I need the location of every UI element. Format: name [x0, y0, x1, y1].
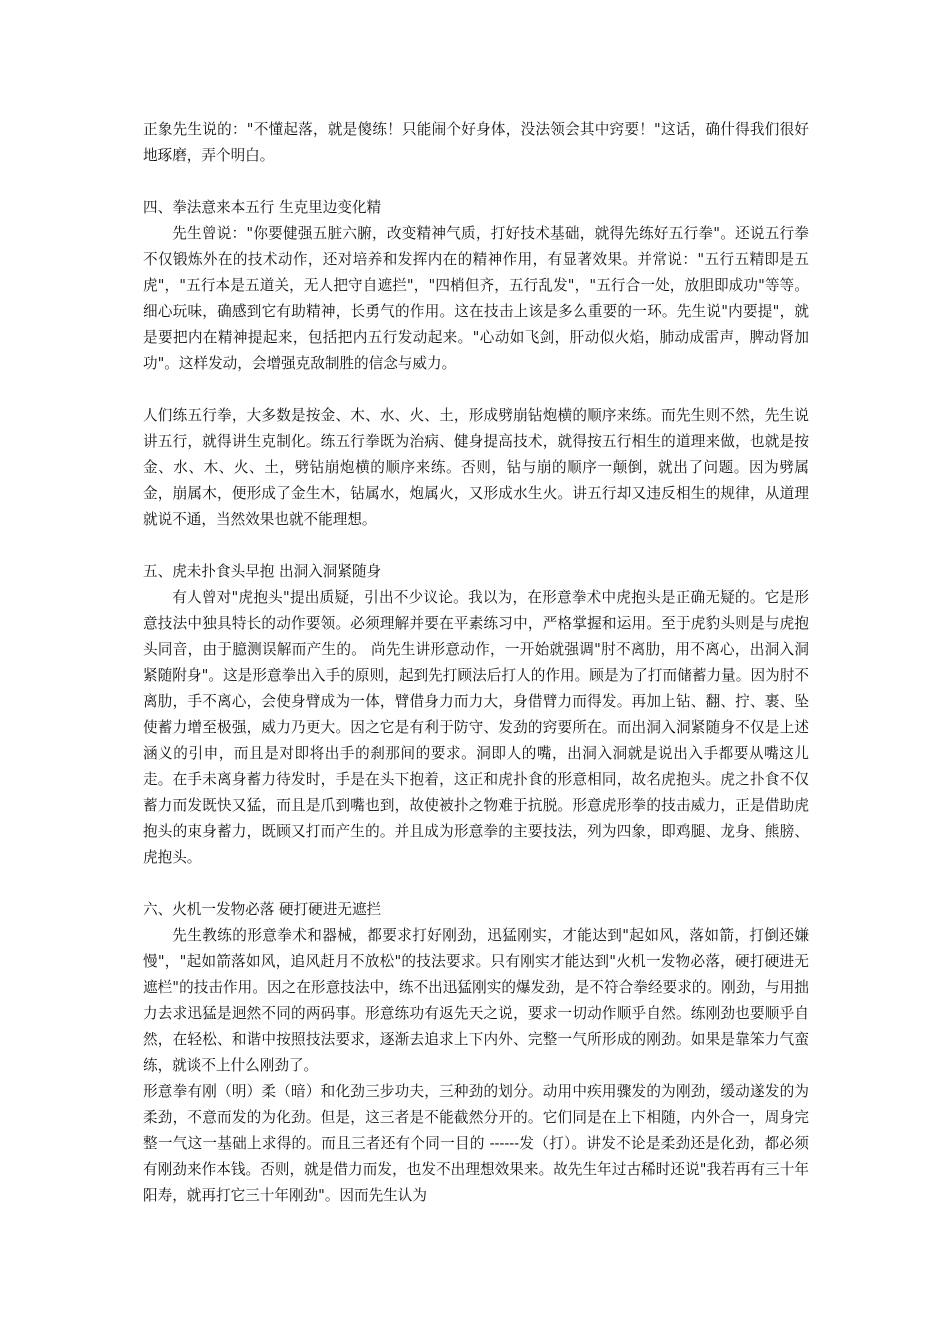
section-5-paragraph-1: 有人曾对"虎抱头"提出质疑，引出不少议论。我以为，在形意拳术中虎抱头是正确无疑的。它是形意技法中独具特长的动作要领。必须理解并要在平素练习中，严格掌握和运用。至于虎豹头则是与虎抱头同音，由于臆测误解而产生的。 尚先生讲形意动作，一开始就强调"肘不离肋，用不离心，出洞入洞紧随附身"。这是形意拳出入手的原则，起到先打顾法后打人的作用。顾是为了打而储蓄力量。因为肘不离肋，手不离心，会使身臂成为一体，臂借身力而力大，身借臂力而得发。再加上钻、翻、拧、裹、坠使蓄力增至极强，威力乃更大。因之它是有利于防守、发劲的窍要所在。而出洞入洞紧随身不仅是上述涵义的引申，而且是对即将出手的刹那间的要求。洞即人的嘴，出洞入洞就是说出入手都要从嘴这儿走。在手未离身蓄力待发时，手是在头下抱着，这正和虎扑食的形意相同，故名虎抱头。虎之扑食不仅蓄力而发既快又猛，而且是爪到嘴也到，故使被扑之物难于抗脱。形意虎形拳的技击威力，正是借助虎抱头的束身蓄力，既顾又打而产生的。并且成为形意拳的主要技法，列为四象，即鸡腿、龙身、熊膀、虎抱头。 — [143, 589, 809, 866]
section-4-paragraph-2: 人们练五行拳，大多数是按金、木、水、火、土，形成劈崩钻炮横的顺序来练。而先生则不然，先生说讲五行，就得讲生克制化。练五行拳既为治病、健身提高技术，就得按五行相生的道理来做，也就是按金、水、木、火、土，劈钻崩炮横的顺序来练。否则，钻与崩的顺序一颠倒，就出了问题。因为劈属金，崩属木，便形成了金生木，钻属水，炮属火，又形成水生火。讲五行却又违反相生的规律，从道理就说不通，当然效果也就不能理想。 — [143, 407, 809, 528]
section-4-paragraph-1: 先生曾说："你要健强五脏六腑，改变精神气质，打好技术基础，就得先练好五行拳"。还说五行拳不仅锻炼外在的技术动作，还对培养和发挥内在的精神作用，有显著效果。并常说："五行五精即是五虎"，"五行本是五道关，无人把守自遮拦"，"四梢但齐，五行乱发"，"五行合一处，放胆即成功"等等。细心玩味，确感到它有助精神，长勇气的作用。这在技击上该是多么重要的一环。先生说"内要提"，就是要把内在精神提起来，包括把内五行发动起来。"心动如飞剑，肝动似火焰，肺动成雷声，脾动肾加功"。这样发动，会增强克敌制胜的信念与威力。 — [143, 225, 809, 372]
intro-paragraph: 正象先生说的："不懂起落，就是傻练！只能闹个好身体，没法领会其中窍要！"这话，确什得我们很好地琢磨，弄个明白。 — [143, 121, 809, 164]
section-heading-5: 五、虎未扑食头早抱 出洞入洞紧随身 — [143, 563, 382, 580]
section-6-paragraph-1: 先生教练的形意拳术和器械，都要求打好刚劲，迅猛刚实，才能达到"起如风，落如箭，打倒还嫌慢"，"起如箭落如风，追风赶月不放松"的技法要求。只有刚实才能达到"火机一发物必落，硬打硬进无遮栏"的技击作用。因之在形意技法中，练不出迅猛刚实的爆发劲，是不符合拳经要求的。刚劲，与用拙力去求迅猛是迥然不同的两码事。形意练功有返先天之说，要求一切动作顺乎自然。练刚劲也要顺乎自然，在轻松、和谐中按照技法要求，逐渐去追求上下内外、完整一气所形成的刚劲。如果是靠笨力气蛮练，就谈不上什么刚劲了。 — [143, 927, 809, 1074]
paragraph-gap — [143, 533, 809, 559]
document-page — [143, 117, 809, 1209]
paragraph-gap — [143, 871, 809, 897]
paragraph-gap — [143, 169, 809, 195]
section-6-paragraph-2: 形意拳有刚（明）柔（暗）和化劲三步功夫，三种劲的划分。动用中疾用骤发的为刚劲，缓动遂发的为柔劲，不意而发的为化劲。但是，这三者是不能截然分开的。它们同是在上下相随，内外合一，周身完整一气这一基础上求得的。而且三者还有个同一目的 ------发（打）。讲发不论是柔劲还是化劲，都必须有刚劲来作本钱。否则，就是借力而发，也发不出理想效果来。故先生年过古稀时还说"我若再有三十年阳寿，就再打它三十年刚劲"。因而先生认为 — [143, 1083, 809, 1204]
paragraph-gap — [143, 377, 809, 403]
section-heading-6: 六、火机一发物必落 硬打硬进无遮拦 — [143, 901, 382, 918]
section-heading-4: 四、拳法意来本五行 生克里边变化精 — [143, 199, 382, 216]
